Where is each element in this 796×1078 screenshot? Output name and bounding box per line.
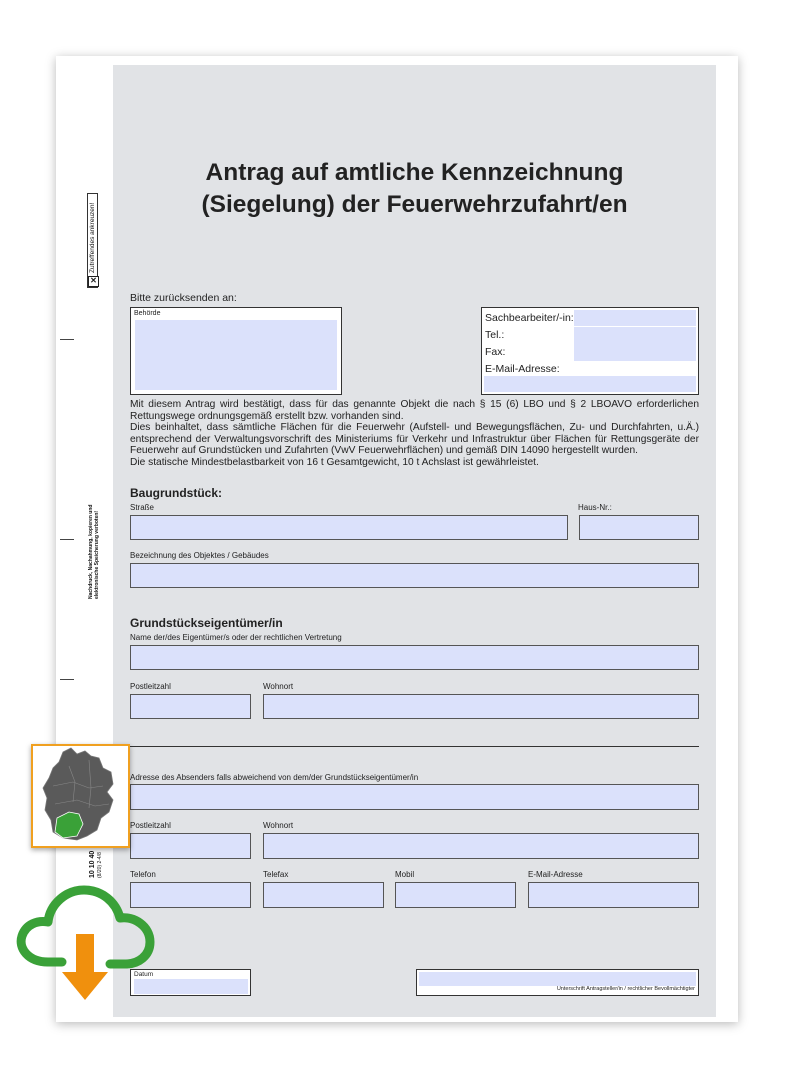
authority-box <box>130 307 342 395</box>
form-code: (8/20) 2-4/8 <box>97 852 103 878</box>
owner-postal-field[interactable] <box>130 694 251 719</box>
fax-label: Fax: <box>485 346 506 358</box>
sender-city-label: Wohnort <box>263 821 294 830</box>
fold-mark <box>60 339 74 340</box>
tel-fax-field[interactable] <box>574 327 696 361</box>
checkbox-hint: Zutreffendes ankreuzen! <box>89 202 96 273</box>
signature-label: Unterschrift Antragsteller/in / rechtlicher Bevollmächtigter <box>556 986 695 992</box>
form-number: 10 10 40 <box>89 850 96 878</box>
checkbox-x-icon: ✕ <box>88 276 99 287</box>
house-no-field[interactable] <box>579 515 699 540</box>
copyright-notice: Nachdruck, Nachahmung, kopieren und elektronische Speicherung verboten! <box>88 504 100 599</box>
sender-postal-field[interactable] <box>130 833 251 859</box>
clerk-field[interactable] <box>574 310 696 326</box>
owner-city-field[interactable] <box>263 694 699 719</box>
mobile-field[interactable] <box>395 882 516 908</box>
telefax-field[interactable] <box>263 882 384 908</box>
authority-label: Behörde <box>134 310 161 317</box>
email-label: E-Mail-Adresse: <box>485 363 560 375</box>
date-label: Datum <box>134 971 154 978</box>
email-field[interactable] <box>484 376 696 392</box>
street-label: Straße <box>130 503 155 512</box>
mobile-label: Mobil <box>395 870 415 879</box>
object-field[interactable] <box>130 563 699 588</box>
tel-label: Tel.: <box>485 329 505 341</box>
sender-email-label: E-Mail-Adresse <box>528 870 583 879</box>
section-divider <box>130 746 699 747</box>
map-thumbnail[interactable] <box>31 744 130 848</box>
owner-name-field[interactable] <box>130 645 699 670</box>
sender-city-field[interactable] <box>263 833 699 859</box>
owner-heading: Grundstückseigentümer/in <box>130 616 283 630</box>
property-heading: Baugrundstück: <box>130 486 223 500</box>
owner-postal-label: Postleitzahl <box>130 682 171 691</box>
intro-paragraph: Mit diesem Antrag wird bestätigt, dass für das genannte Objekt die nach § 15 (6) LBO und § 2 LBOAVO erforderlichen Rettungswege ordnungsgemäß erstellt bzw. vorhanden sind. Dies beinhaltet, dass sämtliche Flächen für die Feuerwehr (Aufstell- und Bewegungsflächen, Zu- und Durchfahrten, u.Ä.) entsprechend der Verwaltungsvorschrift des Ministeriums für Verkehr und Infrastruktur über Flächen für Rettungsgeräte der Feuerwehr auf Grundstücken und Zufahrten (VwV Feuerwehrflächen) und gemäß DIN 14090 hergestellt wurden. Die statische Mindestbelastbarkeit von 16 t Gesamtgewicht, 10 t Achslast ist gewährleistet. <box>130 399 699 468</box>
sender-email-field[interactable] <box>528 882 699 908</box>
baden-wuerttemberg-map-icon <box>33 746 128 846</box>
form-area <box>113 65 716 1017</box>
telefax-label: Telefax <box>263 870 289 879</box>
sender-address-label: Adresse des Absenders falls abweichend von dem/der Grundstückseigentümer/in <box>130 773 419 782</box>
authority-field[interactable] <box>135 320 337 390</box>
object-label: Bezeichnung des Objektes / Gebäudes <box>130 551 269 560</box>
form-title: Antrag auf amtliche Kennzeichnung (Siegelung) der Feuerwehrzufahrt/en <box>201 159 628 218</box>
sender-address-field[interactable] <box>130 784 699 810</box>
return-to-label: Bitte zurücksenden an: <box>130 292 237 304</box>
sender-postal-label: Postleitzahl <box>130 821 171 830</box>
clerk-box <box>481 307 699 395</box>
house-no-label: Haus-Nr.: <box>578 503 612 512</box>
signature-field[interactable] <box>419 972 696 986</box>
cloud-download-icon[interactable] <box>10 876 160 1006</box>
owner-name-label: Name der/des Eigentümer/s oder der rechtlichen Vertretung <box>130 633 342 642</box>
signature-box <box>416 969 699 996</box>
fold-mark <box>60 539 74 540</box>
fold-mark <box>60 679 74 680</box>
owner-city-label: Wohnort <box>263 682 294 691</box>
phone-label: Telefon <box>130 870 156 879</box>
street-field[interactable] <box>130 515 568 540</box>
clerk-label: Sachbearbeiter/-in: <box>485 312 574 324</box>
